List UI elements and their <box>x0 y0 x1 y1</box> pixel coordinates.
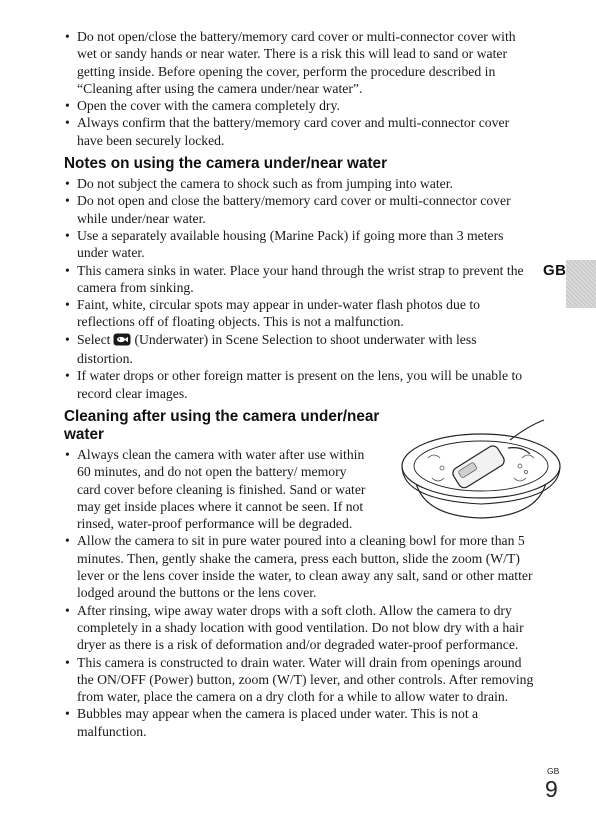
footer-region: GB <box>547 766 560 776</box>
underwater-scene-icon <box>113 333 131 350</box>
list-item: • Use a separately available housing (Marine Pack) if going more than 3 meters under water. <box>64 227 534 262</box>
list-item: • This camera sinks in water. Place your hand through the wrist strap to prevent the camera from sinking. <box>64 262 534 297</box>
cleaning-list <box>64 532 534 740</box>
list-item: • Do not open/close the battery/memory card cover or multi-connector cover with wet or sandy hands or near water. There is a risk this will lead to sand or water getting inside. Before opening the cover, perform the procedure described in “Cleaning after using the camera under/near water”. <box>64 28 534 97</box>
list-item: • This camera is constructed to drain water. Water will drain from openings around the ON/OFF (Power) button, zoom (W/T) lever, and other controls. After removing from water, place the camera on a dry cloth for a while to allow water to drain. <box>64 654 534 706</box>
page-number: 9 <box>545 776 558 802</box>
list-item: • Bubbles may appear when the camera is placed under water. This is not a malfunction. <box>64 705 534 740</box>
list-item: • If water drops or other foreign matter is present on the lens, you will be unable to record clear images. <box>64 367 534 402</box>
list-item-select-scene <box>64 331 534 368</box>
section-heading-notes: Notes on using the camera under/near water <box>64 155 388 173</box>
list-item: • Always clean the camera with water after use within 60 minutes, and do not open the battery/ memory card cover before cleaning is finished. Sand or water may get inside places where it cannot be seen. If not rinsed, water-proof performance will be degraded. <box>64 446 372 532</box>
select-text: Select <box>77 331 111 347</box>
list-item: • Faint, white, circular spots may appear in under-water flash photos due to reflections off of floating objects. This is not a malfunction. <box>64 296 534 331</box>
list-item: • Do not open and close the battery/memory card cover or multi-connector cover while under/near water. <box>64 192 534 227</box>
language-tab-marker <box>566 260 596 308</box>
select-text-rest: (Underwater) in Scene Selection to shoot underwater with less distortion. <box>77 331 477 367</box>
list-item: • Always confirm that the battery/memory card cover and multi-connector cover have been securely locked. <box>64 114 534 149</box>
heading-line: Cleaning after using the camera under/near <box>64 407 380 425</box>
content-column <box>64 28 534 740</box>
list-item: • Open the cover with the camera completely dry. <box>64 97 534 114</box>
list-item: • Allow the camera to sit in pure water poured into a cleaning bowl for more than 5 minutes. Then, gently shake the camera, press each button, slide the zoom (W/T) lever or the lens cover inside the water, to clean away any salt, sand or other matter lodged around the buttons or the lens cover. <box>64 532 534 601</box>
heading-line: water <box>64 425 104 443</box>
intro-list <box>64 28 534 149</box>
notes-list <box>64 175 534 402</box>
language-tab-label: GB <box>543 262 567 279</box>
list-item: • Do not subject the camera to shock such as from jumping into water. <box>64 175 534 192</box>
list-item: • After rinsing, wipe away water drops with a soft cloth. Allow the camera to dry completely in a shady location with good ventilation. Do not blow dry with a hair dryer as there is a risk of deformation and/or degraded water-proof performance. <box>64 602 534 654</box>
cleaning-bowl-illustration <box>392 412 570 532</box>
